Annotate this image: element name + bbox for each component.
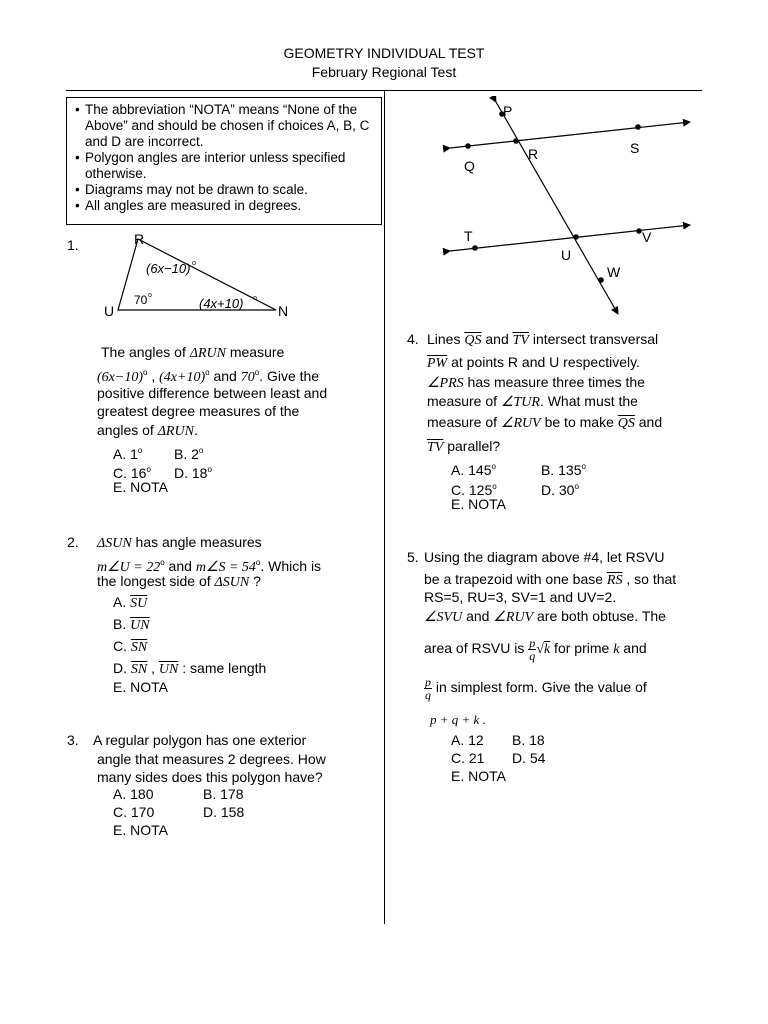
label-s: S [630, 140, 640, 156]
fraction-p-over-q-2: $\frac{p}{q}$ [425, 674, 431, 702]
q5-choice-c: C. 21 [451, 750, 485, 766]
angle-n-label: (4x+10) [199, 296, 244, 311]
q3-choice-e: E. NOTA [113, 822, 168, 838]
q1-choice-c: C. 16$^o$ [113, 465, 151, 481]
q1-choice-b: B. 2$^o$ [174, 446, 204, 462]
q2-choice-b: B. $\overline{UN}$ [113, 616, 150, 633]
q3-choice-b: B. 178 [203, 786, 244, 802]
q4-choice-e: E. NOTA [451, 496, 506, 512]
q5-text-line-3: RS=5, RU=3, SV=1 and UV=2. [424, 589, 617, 605]
note-degrees: • All angles are measured in degrees. [75, 198, 375, 214]
q4-text-line-3: ∠PRS has measure three times the [427, 374, 645, 391]
q4-choice-a: A. 145$^o$ [451, 462, 496, 478]
point-u [573, 234, 579, 240]
line-qs [450, 122, 690, 148]
q1-choice-e: E. NOTA [113, 479, 168, 495]
angle-u-degree: o [148, 292, 152, 299]
q3-text-line-1: A regular polygon has one exterior [93, 732, 307, 748]
label-w: W [607, 264, 621, 280]
instructions-box [66, 97, 382, 225]
q3-choice-c: C. 170 [113, 804, 155, 820]
q3-text-line-3: many sides does this polygon have? [97, 769, 323, 785]
q1-text-line-5: angles of ΔRUN. [97, 422, 198, 439]
angle-r-label: (6x−10) [146, 261, 191, 276]
q1-text-line-1: The angles of ΔRUN measure [101, 344, 285, 361]
q5-text-line-2: be a trapezoid with one base $\overline{RS}$ , so that [424, 571, 677, 588]
q2-choice-c: C. $\overline{SN}$ [113, 638, 148, 655]
point-s [635, 124, 641, 130]
point-w [598, 277, 604, 283]
question-2-number: 2. [67, 534, 79, 550]
q2-choice-e: E. NOTA [113, 679, 168, 695]
q5-text-line-6: $\frac{p}{q}$ in simplest form. Give the value of [425, 674, 647, 702]
q4-text-line-1: Lines $\overline{QS}$ and $\overline{TV}$ intersect transversal [427, 331, 659, 348]
q5-choice-a: A. 12 [451, 732, 484, 748]
angle-r-degree: o [192, 260, 196, 267]
q5-choice-b: B. 18 [512, 732, 545, 748]
point-v [636, 228, 642, 234]
point-q [465, 143, 471, 149]
q5-text-line-5: area of RSVU is $\frac{p}{q}$ √k for prime k and [424, 635, 647, 663]
question-5-number: 5. [407, 549, 419, 565]
q1-text-line-2: $(6x-10)^o$ , $(4x+10)^o$ and 70$^o$. Give the [97, 368, 320, 385]
q2-choice-d: D. $\overline{SN}$ , $\overline{UN}$ : same length [113, 660, 267, 677]
point-t [472, 245, 478, 251]
note-nota: • The abbreviation “NOTA” means “None of the Above” and should be chosen if choices A, B, C and D are incorrect. [75, 102, 375, 150]
q1-choice-a: A. 1$^o$ [113, 446, 143, 462]
vertex-u-label: U [104, 303, 115, 319]
q1-choice-d: D. 18$^o$ [174, 465, 212, 481]
label-r: R [528, 146, 539, 162]
q5-text-line-4: ∠SVU and ∠RUV are both obtuse. The [424, 608, 666, 625]
question-3-number: 3. [67, 732, 79, 748]
fraction-p-over-q: $\frac{p}{q}$ [529, 635, 536, 663]
q2-choice-a: A. $\overline{SU}$ [113, 594, 148, 611]
q1-text-line-3: positive difference between least and [97, 385, 328, 401]
q4-text-line-4: measure of ∠TUR. What must the [427, 393, 638, 410]
q5-text-line-7: p + q + k . [430, 712, 486, 727]
q2-text-line-1: ΔSUN has angle measures [97, 534, 262, 551]
label-v: V [642, 229, 652, 245]
q4-text-line-6: $\overline{TV}$ parallel? [427, 438, 501, 455]
label-u: U [561, 247, 572, 263]
point-r [513, 138, 519, 144]
q5-choice-d: D. 54 [512, 750, 546, 766]
angle-n-degree: o [253, 295, 257, 302]
q4-choice-b: B. 135$^o$ [541, 462, 586, 478]
note-diagrams-scale: • Diagrams may not be drawn to scale. [75, 182, 375, 198]
q1-text-line-4: greatest degree measures of the [97, 403, 300, 419]
question-4-number: 4. [407, 331, 419, 347]
label-p: P [503, 103, 513, 119]
parallel-lines-diagram [440, 96, 700, 320]
q3-choice-a: A. 180 [113, 786, 154, 802]
q3-choice-d: D. 158 [203, 804, 245, 820]
angle-u-label: 70 [134, 293, 148, 307]
vertex-r-label: R [134, 231, 145, 247]
q5-choice-e: E. NOTA [451, 768, 506, 784]
q4-text-line-5: measure of ∠RUV be to make $\overline{QS}$ and [427, 414, 663, 431]
q5-text-line-1: Using the diagram above #4, let RSVU [424, 549, 665, 565]
q2-text-line-3: the longest side of ΔSUN ? [97, 573, 261, 590]
triangle-run-diagram [100, 226, 300, 322]
q4-choice-c: C. 125$^o$ [451, 482, 497, 498]
page-title: GEOMETRY INDIVIDUAL TEST [283, 45, 485, 61]
page-subtitle: February Regional Test [311, 64, 457, 80]
q3-text-line-2: angle that measures 2 degrees. How [97, 751, 326, 767]
q2-text-line-2: m∠U = $22^o$ and m∠S = $54^o$. Which is [97, 558, 322, 575]
label-t: T [464, 228, 473, 244]
q4-choice-d: D. 30$^o$ [541, 482, 579, 498]
vertex-n-label: N [278, 303, 289, 319]
label-q: Q [464, 158, 475, 174]
question-1-number: 1. [67, 237, 79, 253]
column-divider [384, 90, 385, 924]
note-polygon-angles: • Polygon angles are interior unless specified otherwise. [75, 150, 375, 182]
q4-text-line-2: $\overline{PW}$ at points R and U respectively. [427, 354, 640, 371]
